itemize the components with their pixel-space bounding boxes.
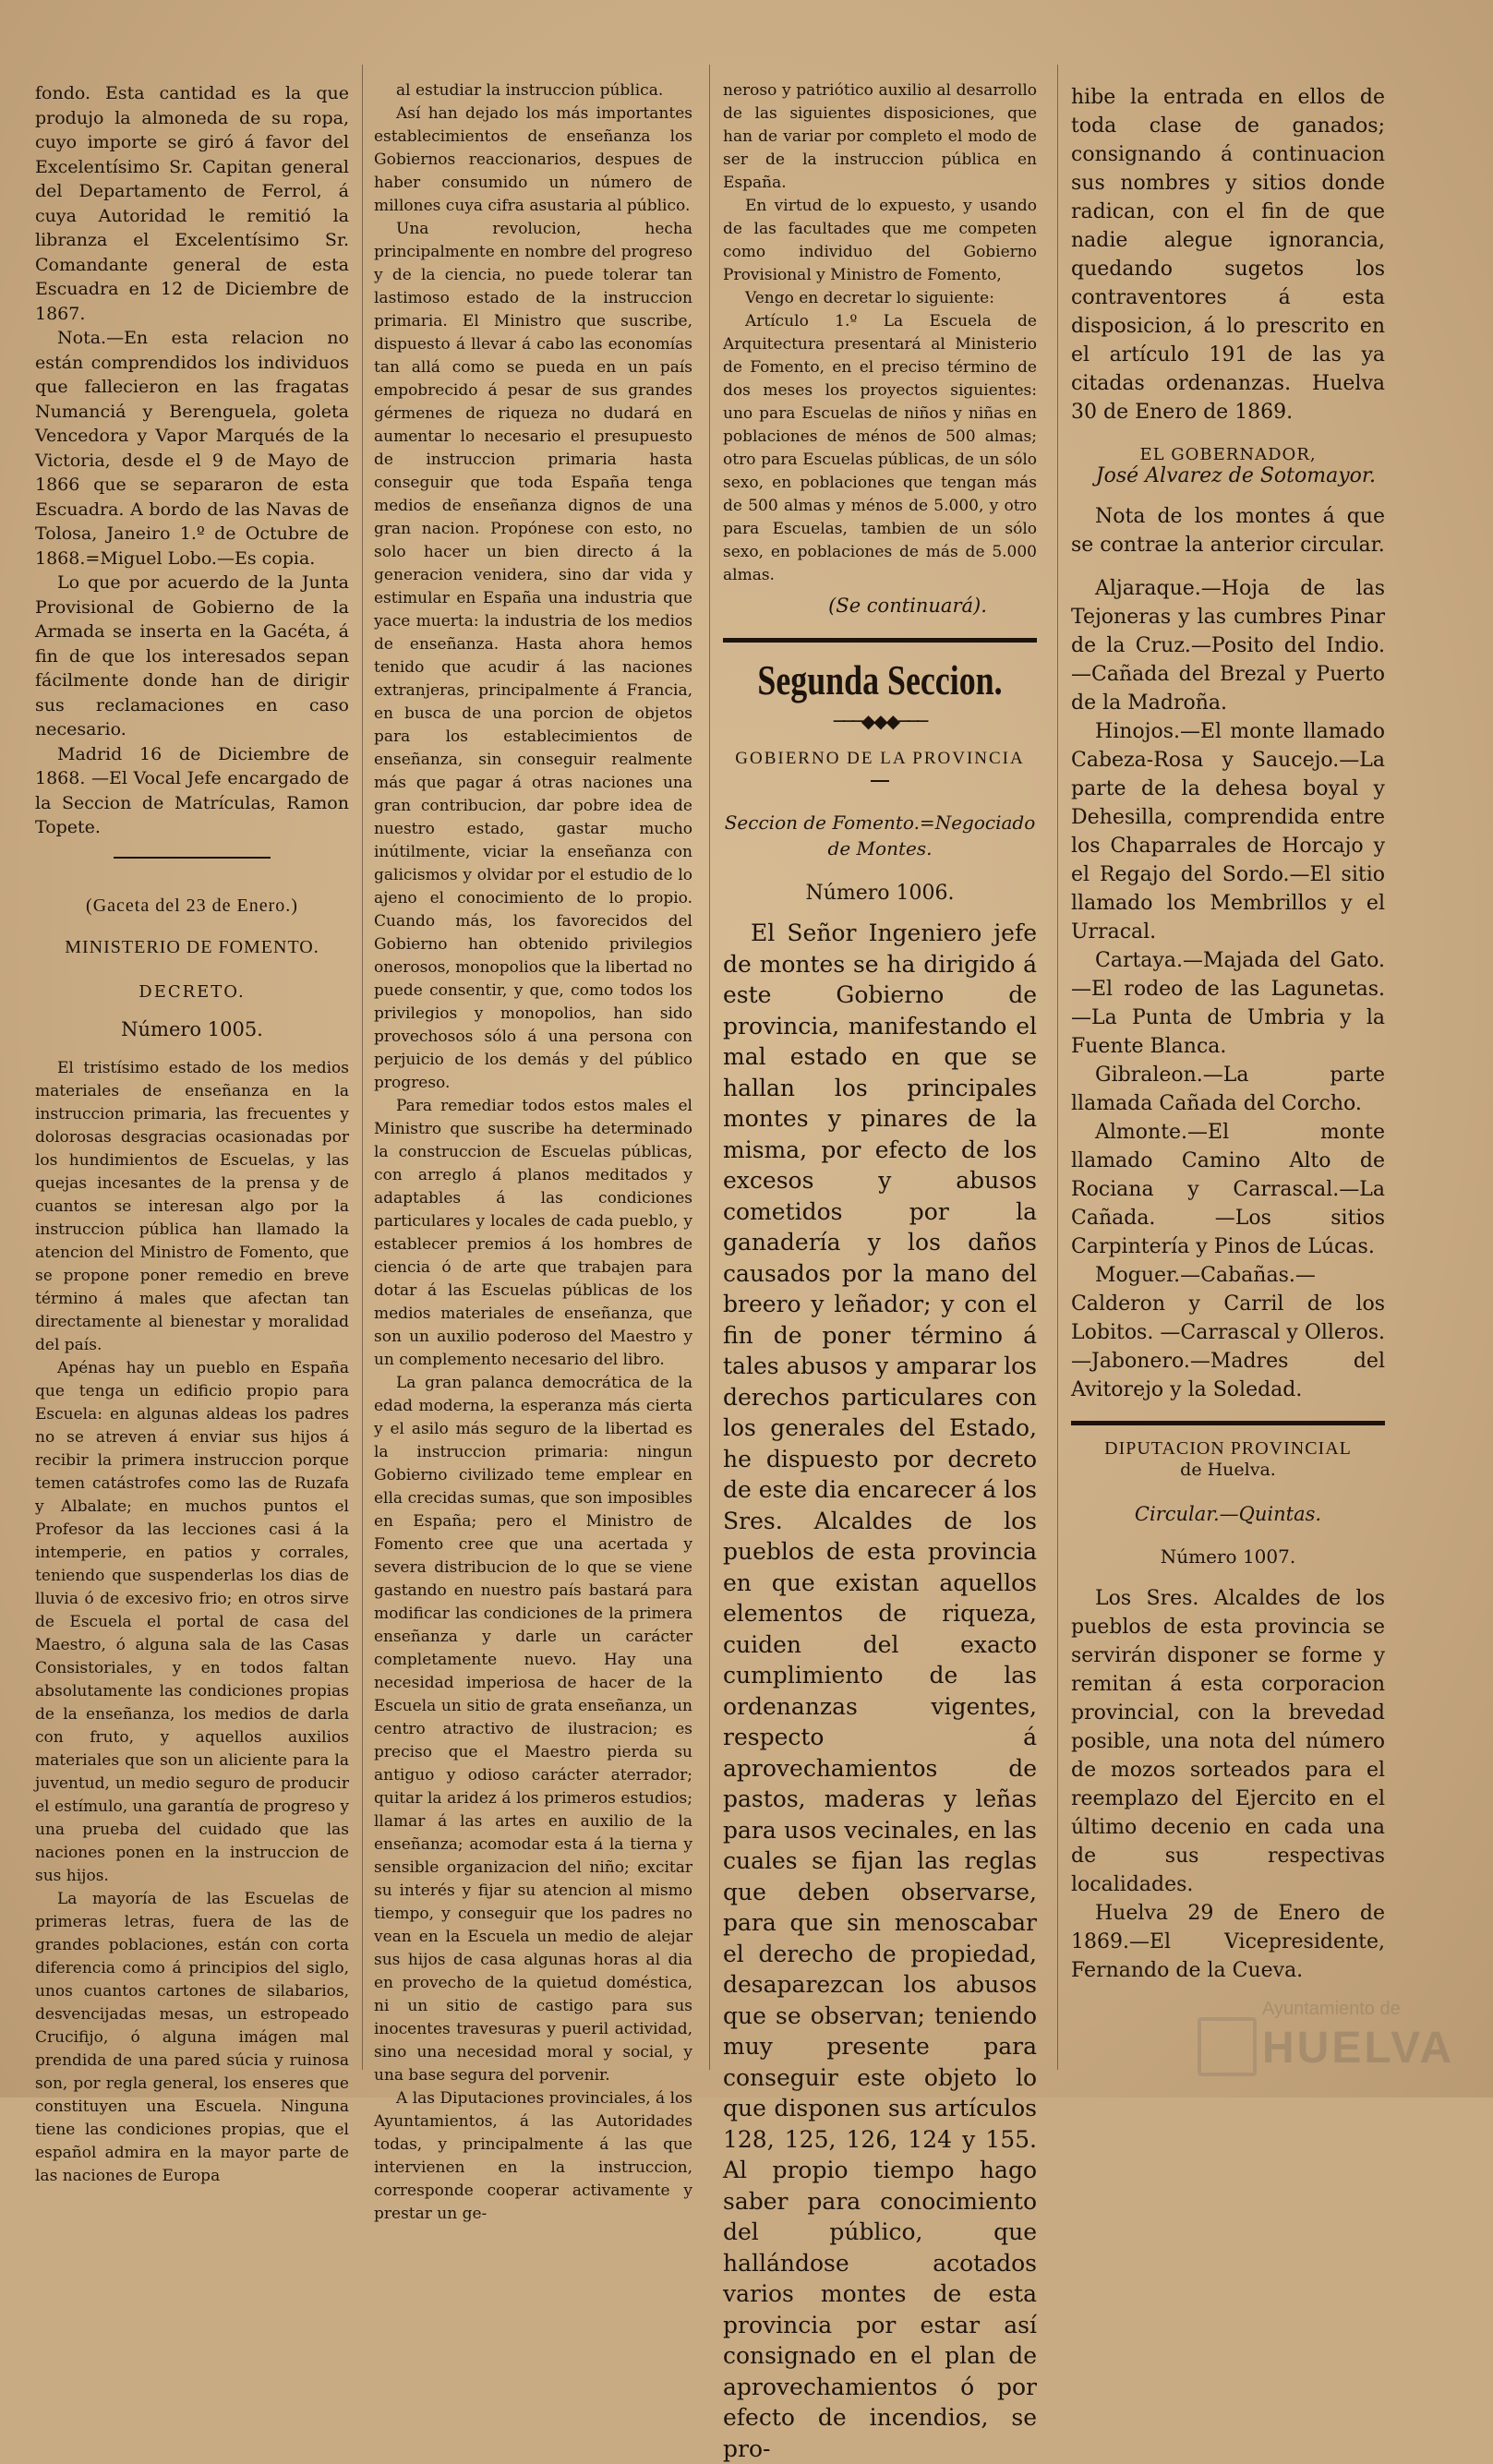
- column-divider: [709, 65, 710, 2070]
- ministry-heading: MINISTERIO DE FOMENTO.: [65, 936, 319, 957]
- separator: [114, 857, 271, 859]
- paragraph: La mayoría de las Escuelas de primeras letras, fuera de las de grandes poblaciones, están con corta diferencia como á principios del siglo, unos cuantos cartones de silabarios, desvencijadas mesas, un estropeado Crucifijo, ó alguna imágen mal prendida de una pared súcia y ruinosa son, por regla general, los enseres que constituyen una Escuela. Ninguna tiene las condiciones propias, que el español admira en la mayor parte de las naciones de Europa: [35, 1889, 349, 2185]
- paragraph: Así han dejado los más importantes establecimientos de enseñanza los Gobiernos reaccionarios, despues de haber consumido un número de millones cuya cifra asustaria al público.: [374, 104, 692, 215]
- column-3: [723, 79, 1037, 2462]
- paragraph: Moguer.—Cabañas.—Calderon y Carril de los Lobitos. —Carrascal y Olleros.—Jabonero.—Madres del Avitorejo y la Soledad.: [1071, 1264, 1385, 1401]
- watermark-main: HUELVA: [1262, 2024, 1455, 2073]
- paragraph: Los Sres. Alcaldes de los pueblos de esta provincia se servirán disponer se forme y remitan á esta corporacion provincial, con la brevedad posible, una nota del número de mozos sorteados para el reemplazo del Ejercito en el último decenio en cada una de sus respectivas localidades.: [1071, 1587, 1385, 1896]
- decree-heading: DECRETO.: [138, 981, 246, 1002]
- paragraph: Almonte.—El monte llamado Camino Alto de Rociana y Carrascal.—La Cañada. —Los sitios Carpintería y Pinos de Lúcas.: [1071, 1121, 1385, 1258]
- paragraph: A las Diputaciones provinciales, á los Ayuntamientos, á las Autoridades todas, y principalmente á las que intervienen en la instruccion, corresponde cooperar activamente y prestar un ge-: [374, 2089, 692, 2223]
- paragraph: La gran palanca democrática de la edad moderna, la esperanza más cierta y el asilo más seguro de la libertad es la instruccion primaria: ningun Gobierno civilizado teme emplear en ella crecidas sumas, que son imposibles en España; pero el Ministro de Fomento cree que una acertada y severa distribucion de lo que se viene gastando en nuestro país bastará para modificar las condiciones de la primera enseñanza y darle un carácter completamente nuevo. Hay una necesidad imperiosa de hacer de la Escuela un sitio de grata enseñanza, un centro atractivo de ilustracion; es preciso que el Maestro pierda su antiguo y odioso carácter aterrador; quitar la aridez á los primeros estudios; llamar á las artes en auxilio de la enseñanza; acomodar esta á la tierna y sensible organizacion del niño; excitar su interés y fijar su atencion al mismo tiempo, y conseguir que los padres no vean en la Escuela un medio de alejar sus hijos de casa algunas horas al dia en provecho de la quietud doméstica, ni un sitio de castigo para sus inocentes travesuras y pueril actividad, sino una necesidad moral y social, y una base segura del porvenir.: [374, 1374, 692, 2085]
- paragraph: Cartaya.—Majada del Gato.—El rodeo de las Lagunetas.—La Punta de Umbria y la Fuente Blanca.: [1071, 949, 1385, 1058]
- column-divider: [362, 65, 363, 2070]
- paragraph: En virtud de lo expuesto, y usando de las facultades que me competen como individuo del Gobierno Provisional y Ministro de Fomento,: [723, 197, 1037, 284]
- decree-number: Número 1005.: [121, 1017, 263, 1040]
- section-rule: [723, 638, 1037, 643]
- column-2: [374, 79, 692, 2223]
- paragraph: al estudiar la instruccion pública.: [396, 81, 664, 100]
- section-title: Segunda Seccion.: [757, 656, 1003, 703]
- circular-heading: Circular.—Quintas.: [1134, 1503, 1322, 1525]
- paragraph: Una revolucion, hecha principalmente en nombre del progreso y de la ciencia, no puede tolerar tan lastimoso estado de la instruccion primaria. El Ministro que suscribe, dispuesto á llevar á cabo las economías tan allá como se pueda en un país empobrecido á pesar de sus grandes gérmenes de riqueza no dudará en aumentar lo necesario el presupuesto de instruccion primaria hasta conseguir que toda España tenga medios de enseñanza dignos de una gran nacion. Propónese con esto, no solo hacer un bien directo á la generacion venidera, sino dar vida y estimular en España una industria que yace muerta: la industria de los medios de enseñanza. Hasta ahora hemos tenido que acudir á las naciones extranjeras, principalmente á Francia, en busca de una porcion de objetos para los establecimientos de enseñanza, sin conseguir realmente más que pagar á otras naciones una gran contribucion, dar pobre idea de nuestro estado, gastar mucho inútilmente, viciar la enseñanza con galicismos y olvidar por el estudio de lo ajeno el conocimiento de lo propio. Cuando más, los favorecidos del Gobierno han obtenido privilegios onerosos, monopolios que la libertad no puede consentir, y que, como todos los privilegios y monopolios, han sido provechosos sólo á una persona con perjuicio de los demás y del público progreso.: [374, 220, 692, 1092]
- column-1: [35, 81, 349, 2185]
- diputacion-heading: DIPUTACION PROVINCIAL: [1104, 1438, 1352, 1459]
- section-rule: [1071, 1421, 1385, 1425]
- notice-number: Número 1007.: [1160, 1545, 1296, 1568]
- paragraph: Para remediar todos estos males el Ministro que suscribe ha determinado la construccion de Escuelas públicas, con arreglo á planos meditados y adaptables á las condiciones particulares y locales de cada pueblo, y establecer premios á los hombres de ciencia ó de arte que trabajen para dotar á las Escuelas públicas de los medios materiales de enseñanza, que son un auxilio poderoso del Maestro y un complemento necesario del libro.: [374, 1097, 692, 1369]
- paragraph: Apénas hay un pueblo en España que tenga un edificio propio para Escuela: en algunas aldeas los padres no se atreven á enviar sus hijos á recibir la primera instruccion porque temen catástrofes como las de Ruzafa y Albalate; en muchos puntos el Profesor da las lecciones casi á la intemperie, en patios y corrales, teniendo que suspenderlas los dias de lluvia ó de excesivo frio; en otros sirve de Escuela el portal de casa del Maestro, ó alguna sala de las Casas Consistoriales, y en todos faltan absolutamente las condiciones propias de la enseñanza, los medios de darla con fruto, y aquellos auxilios materiales que son un aliciente para la juventud, un medio seguro de producir el estímulo, una garantía de progreso y una prueba del cuidado que las naciones ponen en la instruccion de sus hijos.: [35, 1358, 349, 1885]
- paragraph: Aljaraque.—Hoja de las Tejoneras y las cumbres Pinar de la Cruz.—Posito del Indio.—Cañada del Brezal y Puerto de la Madroña.: [1071, 577, 1385, 715]
- paragraph: Huelva 29 de Enero de 1869.—El Vicepresidente, Fernando de la Cueva.: [1071, 1902, 1385, 1982]
- city-seal-icon: [1198, 2017, 1257, 2076]
- paragraph: Nota de los montes á que se contrae la anterior circular.: [1071, 505, 1385, 557]
- paragraph: Gibraleon.—La parte llamada Cañada del Corcho.: [1071, 1064, 1385, 1115]
- signature-title: EL GOBERNADOR,: [1139, 445, 1317, 464]
- subsection-heading: Seccion de Fomento.=Negociado de Montes.: [724, 811, 1036, 859]
- gaceta-reference: (Gaceta del 23 de Enero.): [86, 895, 298, 916]
- continued-note: (Se continuará).: [828, 595, 987, 617]
- paragraph: Madrid 16 de Diciembre de 1868. —El Vocal Jefe encargado de la Seccion de Matrículas, Ramon Topete.: [35, 743, 349, 837]
- paragraph: hibe la entrada en ellos de toda clase de ganados; consignando á continuacion sus nombres y sitios donde radican, con el fin de que nadie alegue ignorancia, quedando sugetos los contraventores á esta disposicion, á lo prescrito en el artículo 191 de las ya citadas ordenanzas. Huelva 30 de Enero de 1869.: [1071, 86, 1385, 424]
- paragraph: Vengo en decretar lo siguiente:: [745, 289, 994, 307]
- ornament: ───◆◆◆───: [833, 710, 927, 732]
- watermark: [1198, 1989, 1455, 2077]
- paragraph: El tristísimo estado de los medios materiales de enseñanza en la instruccion primaria, las frecuentes y dolorosas desgracias ocasionadas por los hundimientos de Escuelas, y las quejas incesantes de la prensa y de cuantos se interesan algo por la instruccion pública han llamado la atencion del Ministro de Fomento, que se propone poner remedio en breve término á males que afectan tan directamente al bienestar y moralidad del país.: [35, 1058, 349, 1354]
- diputacion-subheading: de Huelva.: [1180, 1460, 1276, 1480]
- paragraph: neroso y patriótico auxilio al desarrollo de las siguientes disposiciones, que han de variar por completo el modo de ser de la instruccion pública en España.: [723, 81, 1037, 192]
- government-heading: GOBIERNO DE LA PROVINCIA: [735, 749, 1025, 768]
- column-4: [1071, 83, 1385, 2061]
- paragraph: Artículo 1.º La Escuela de Arquitectura presentará al Ministerio de Fomento, en el preciso término de dos meses los proyectos siguientes: uno para Escuelas de niños y niñas en poblaciones de ménos de 500 almas; otro para Escuelas públicas, de un sólo sexo, en poblaciones que tengan más de 500 almas y ménos de 5.000, y otro para Escuelas, tambien de un sólo sexo, en poblaciones de más de 5.000 almas.: [723, 312, 1037, 584]
- notice-number: Número 1006.: [805, 882, 955, 905]
- column-divider: [1057, 65, 1058, 2070]
- paragraph: Lo que por acuerdo de la Junta Provisional de Gobierno de la Armada se inserta en la Gacéta, á fin de que los interesados sepan fácilmente donde han de dirigir sus reclamaciones en caso necesario.: [35, 572, 349, 739]
- watermark-top: Ayuntamiento de: [1262, 1999, 1401, 2019]
- paragraph: Hinojos.—El monte llamado Cabeza-Rosa y Saucejo.—La parte de la dehesa boyal y Dehesilla, comprendida entre los Chaparrales de Horcajo y el Regajo del Sordo.—El sitio llamado los Membrillos y el Urracal.: [1071, 720, 1385, 944]
- paragraph: Nota.—En esta relacion no están comprendidos los individuos que fallecieron en las fragatas Numanciá y Berenguela, goleta Vencedora y Vapor Marqués de la Victoria, desde el 9 de Mayo de 1866 que se separaron de esta Escuadra. A bordo de las Navas de Tolosa, Janeiro 1.º de Octubre de 1868.=Miguel Lobo.—Es copia.: [35, 328, 349, 569]
- paragraph: El Señor Ingeniero jefe de montes se ha dirigido á este Gobierno de provincia, manifestando el mal estado en que se hallan los principales montes y pinares de la misma, por efecto de los excesos y abusos cometidos por la ganadería y los daños causados por la mano del breero y leñador; y con el fin de poner término á tales abusos y amparar los derechos particulares con los generales del Estado, he dispuesto por decreto de este dia encarecer á los Sres. Alcaldes de los pueblos de esta provincia en que existan aquellos elementos de riqueza, cuiden del exacto cumplimiento de las ordenanzas vigentes, respecto á aprovechamientos de pastos, maderas y leñas para usos vecinales, en las cuales se fijan las reglas que deben observarse, para que sin menoscabar el derecho de propiedad, desaparezcan los abusos que se observan; teniendo muy presente para conseguir este objeto lo que disponen sus artículos 128, 125, 126, 124 y 155. Al propio tiempo hago saber para conocimiento del público, que hallándose acotados varios montes de esta provincia por estar así consignado en el plan de aprovechamientos ó por efecto de incendios, se pro-: [723, 919, 1037, 2462]
- signature-name: José Alvarez de Sotomayor.: [1095, 464, 1376, 487]
- paragraph: fondo. Esta cantidad es la que produjo la almoneda de su ropa, cuyo importe se giró á favor del Excelentísimo Sr. Capitan general del Departamento de Ferrol, á cuya Autoridad le remitió la libranza el Excelentísimo Sr. Comandante general de esta Escuadra en 12 de Diciembre de 1867.: [35, 83, 349, 324]
- separator: [871, 780, 889, 782]
